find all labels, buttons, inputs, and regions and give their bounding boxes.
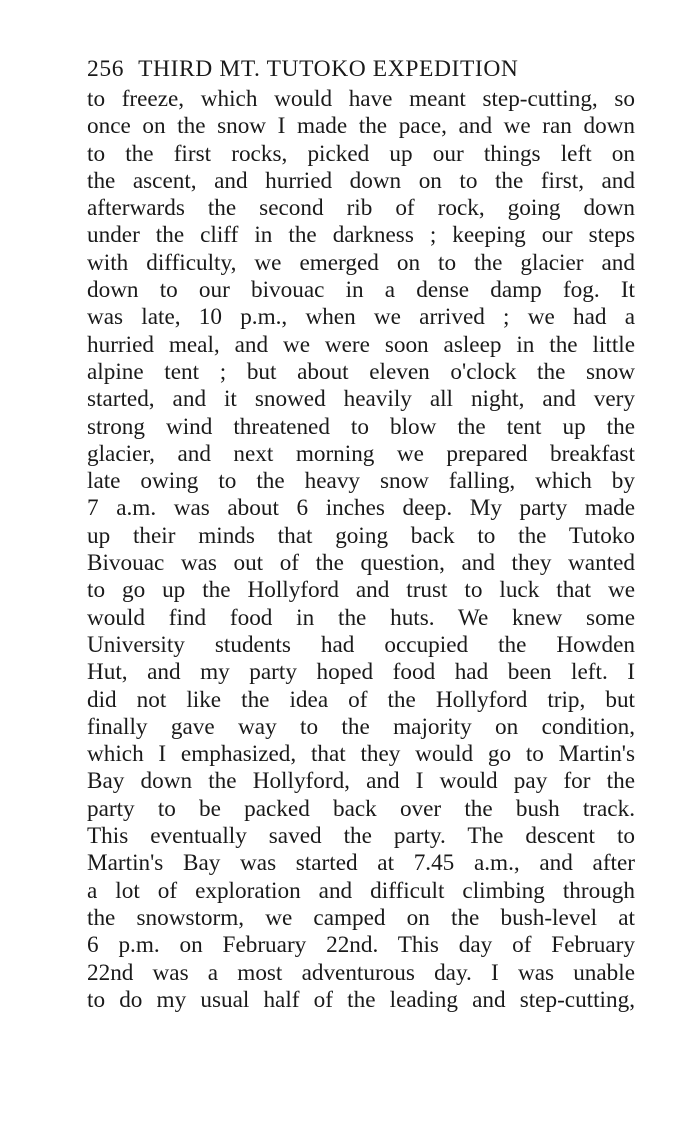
book-page xyxy=(87,52,635,1014)
text-line: a lot of exploration and difficult climbing through xyxy=(87,877,635,904)
text-line: started, and it snowed heavily all night, and very xyxy=(87,386,635,413)
text-line: to freeze, which would have meant step-cutting, so xyxy=(87,86,635,112)
text-line: Hut, and my party hoped food had been left. I xyxy=(87,659,635,686)
text-line: This eventually saved the party. The descent to xyxy=(87,823,635,850)
text-line: up their minds that going back to the Tutoko xyxy=(87,522,635,549)
text-line: 7 a.m. was about 6 inches deep. My party made xyxy=(87,495,635,522)
text-line: finally gave way to the majority on condition, xyxy=(87,713,635,740)
text-line: 22nd was a most adventurous day. I was unable xyxy=(87,959,635,986)
text-line: under the cliff in the darkness ; keeping our steps xyxy=(87,222,635,249)
text-line: once on the snow I made the pace, and we ran down xyxy=(87,113,635,140)
text-line: 6 p.m. on February 22nd. This day of February xyxy=(87,932,635,959)
body-text xyxy=(87,86,635,1014)
text-line: glacier, and next morning we prepared breakfast xyxy=(87,440,635,467)
text-line: was late, 10 p.m., when we arrived ; we had a xyxy=(87,304,635,331)
text-line: Martin's Bay was started at 7.45 a.m., and after xyxy=(87,850,635,877)
text-line: alpine tent ; but about eleven o'clock the snow xyxy=(87,358,635,385)
text-line: with difficulty, we emerged on to the glacier and xyxy=(87,249,635,276)
text-line: which I emphasized, that they would go to Martin's xyxy=(87,741,635,768)
running-title: THIRD MT. TUTOKO EXPEDITION xyxy=(138,56,519,82)
text-line: Bivouac was out of the question, and they wanted xyxy=(87,550,635,577)
text-line: afterwards the second rib of rock, going down xyxy=(87,195,635,222)
text-line: the snowstorm, we camped on the bush-level at xyxy=(87,904,635,931)
text-line: to do my usual half of the leading and step-cutting, xyxy=(87,986,635,1013)
text-line: the ascent, and hurried down on to the first, and xyxy=(87,167,635,194)
text-line: Bay down the Hollyford, and I would pay for the xyxy=(87,768,635,795)
text-line: down to our bivouac in a dense damp fog. It xyxy=(87,277,635,304)
text-line: hurried meal, and we were soon asleep in the little xyxy=(87,331,635,358)
text-line: would find food in the huts. We knew some xyxy=(87,604,635,631)
text-line: did not like the idea of the Hollyford trip, but xyxy=(87,686,635,713)
text-line: late owing to the heavy snow falling, which by xyxy=(87,468,635,495)
text-line: strong wind threatened to blow the tent up the xyxy=(87,413,635,440)
text-line: to the first rocks, picked up our things left on xyxy=(87,140,635,167)
text-line: University students had occupied the Howden xyxy=(87,631,635,658)
page-number: 256 xyxy=(87,56,125,82)
text-line: to go up the Hollyford and trust to luck that we xyxy=(87,577,635,604)
running-header xyxy=(87,52,635,86)
text-line: party to be packed back over the bush track. xyxy=(87,795,635,822)
